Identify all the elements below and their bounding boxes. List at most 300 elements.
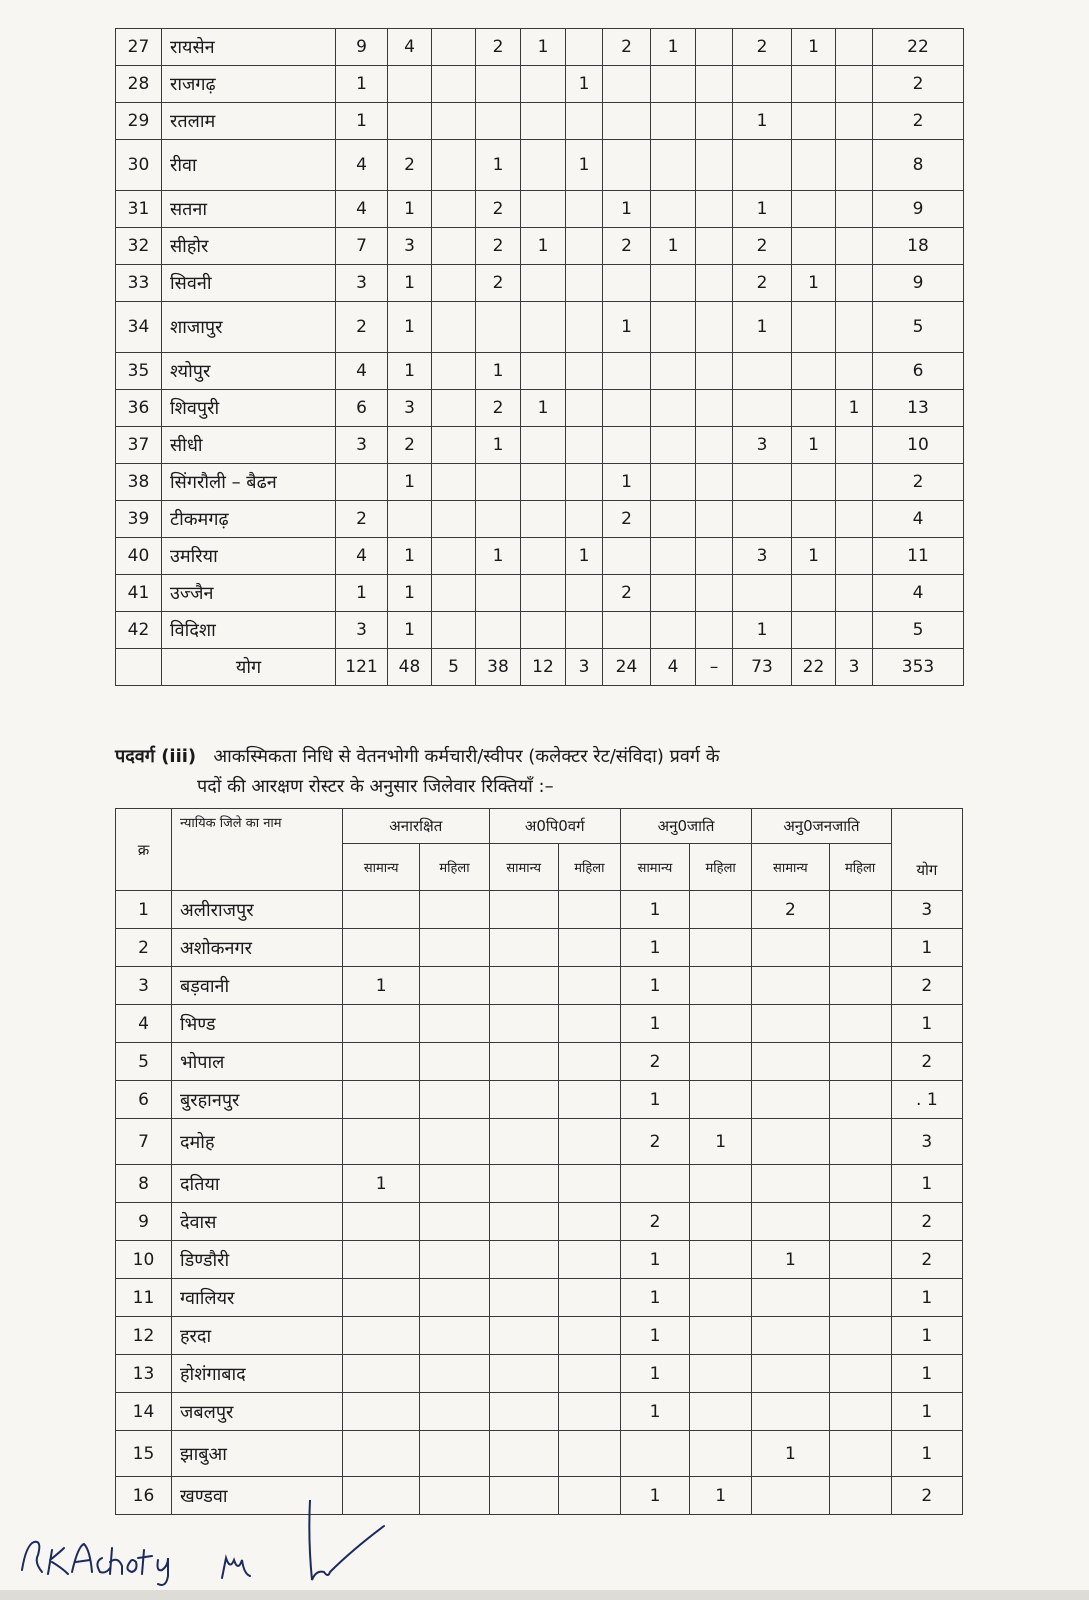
vacancy-count [432,265,476,302]
vacancy-count: 1 [521,228,566,265]
vacancy-count [733,140,792,191]
vacancy-count: 2 [891,1477,962,1515]
vacancy-count: 2 [752,891,829,929]
table-row [116,891,963,929]
table-row [116,353,964,390]
vacancy-count [489,891,558,929]
district-name: ग्वालियर [171,1279,342,1317]
district-name: झाबुआ [171,1431,342,1477]
vacancy-count: 9 [873,265,964,302]
vacancy-count: 1 [521,390,566,427]
total-count: 5 [432,649,476,686]
vacancy-count: 2 [336,302,388,353]
vacancy-count [651,191,696,228]
vacancy-count [829,1431,891,1477]
vacancy-count [792,140,836,191]
vacancy-count: 2 [388,140,432,191]
vacancy-count [489,1165,558,1203]
table-2-body [116,891,963,1515]
vacancy-count [836,29,873,66]
vacancy-count [733,501,792,538]
vacancy-count: 1 [603,302,651,353]
district-name: सिंगरौली – बैढन [162,464,336,501]
vacancy-count [558,1005,620,1043]
district-name: सीहोर [162,228,336,265]
vacancy-count: 2 [603,501,651,538]
vacancy-count [388,66,432,103]
vacancy-count [651,538,696,575]
vacancy-count [829,1005,891,1043]
vacancy-count [489,1081,558,1119]
vacancy-count: 1 [388,302,432,353]
vacancy-count: 7 [336,228,388,265]
vacancy-count [651,103,696,140]
vacancy-count: 1 [752,1431,829,1477]
vacancy-count [651,265,696,302]
vacancy-count [343,1431,420,1477]
vacancy-count [733,66,792,103]
vacancy-count [690,1317,752,1355]
vacancy-count [343,929,420,967]
vacancy-count: 5 [873,612,964,649]
vacancy-count [558,1431,620,1477]
vacancy-count [420,1241,489,1279]
vacancy-count: 1 [891,929,962,967]
vacancy-count: 1 [620,1279,689,1317]
vacancy-count [432,191,476,228]
vacancy-count [343,1317,420,1355]
header-index: क्र [116,809,172,891]
vacancy-count [836,575,873,612]
vacancy-count: . 1 [891,1081,962,1119]
table-row [116,265,964,302]
row-number: 41 [116,575,162,612]
vacancy-count [432,427,476,464]
table-row [116,1241,963,1279]
heading-line-2: पदों की आरक्षण रोस्टर के अनुसार जिलेवार रिक्तियाँ :– [197,776,554,797]
vacancy-count: 1 [620,891,689,929]
table-row [116,427,964,464]
table-row [116,1279,963,1317]
vacancy-count [836,464,873,501]
vacancy-count [343,1393,420,1431]
vacancy-count: 1 [566,538,603,575]
vacancy-count: 1 [891,1005,962,1043]
vacancy-count: 1 [620,1477,689,1515]
vacancy-count [476,612,521,649]
vacancy-count: 2 [733,29,792,66]
vacancy-count [336,464,388,501]
vacancy-count [651,353,696,390]
vacancy-count [752,1355,829,1393]
vacancy-count: 1 [388,353,432,390]
vacancy-count: 1 [891,1165,962,1203]
header-general: सामान्य [343,844,420,891]
vacancy-count [792,228,836,265]
vacancy-count: 4 [873,501,964,538]
vacancy-count [420,929,489,967]
row-number: 27 [116,29,162,66]
vacancy-count: 1 [891,1393,962,1431]
vacancy-count [752,1005,829,1043]
table-row [116,1043,963,1081]
vacancy-count [489,929,558,967]
vacancy-count [603,140,651,191]
vacancy-count [696,612,733,649]
vacancy-count [521,612,566,649]
vacancy-count [690,1431,752,1477]
vacancy-count: 9 [873,191,964,228]
vacancy-count [420,967,489,1005]
vacancy-count [752,1165,829,1203]
vacancy-count: 1 [566,140,603,191]
vacancy-count: 1 [690,1119,752,1165]
row-number: 40 [116,538,162,575]
vacancy-count: 1 [891,1431,962,1477]
vacancy-count: 1 [651,29,696,66]
vacancy-count [558,967,620,1005]
vacancy-count [696,228,733,265]
vacancy-count [432,390,476,427]
district-name: श्योपुर [162,353,336,390]
vacancy-count [420,1203,489,1241]
vacancy-count [651,612,696,649]
vacancy-count [752,1393,829,1431]
vacancy-count: 9 [336,29,388,66]
header-group-obc: अ0पि0वर्ग [489,809,620,844]
vacancy-count [651,66,696,103]
vacancy-count [432,612,476,649]
table-2-header [116,809,963,891]
vacancy-count: 1 [476,353,521,390]
vacancy-count: 3 [891,891,962,929]
vacancy-count [420,891,489,929]
section-heading [115,742,975,802]
vacancy-count [752,1477,829,1515]
vacancy-count [733,464,792,501]
table-row [116,140,964,191]
district-name: खण्डवा [171,1477,342,1515]
vacancy-count [521,140,566,191]
vacancy-count: 2 [476,29,521,66]
vacancy-count [566,427,603,464]
vacancy-count: 1 [620,1241,689,1279]
vacancy-count [603,390,651,427]
vacancy-count [651,427,696,464]
vacancy-count [521,66,566,103]
vacancy-count [432,501,476,538]
vacancy-count [603,612,651,649]
vacancy-count [432,302,476,353]
vacancy-count [558,1119,620,1165]
district-name: शाजापुर [162,302,336,353]
district-name: भिण्ड [171,1005,342,1043]
vacancy-count [420,1165,489,1203]
vacancy-count [420,1119,489,1165]
table-row [116,1005,963,1043]
vacancy-count [558,1317,620,1355]
vacancy-count [836,103,873,140]
vacancy-count [696,427,733,464]
vacancy-count [521,427,566,464]
vacancy-count [752,1043,829,1081]
vacancy-count [829,1279,891,1317]
row-number: 39 [116,501,162,538]
vacancy-count: 1 [388,265,432,302]
vacancy-count: 2 [891,967,962,1005]
vacancy-count [829,1165,891,1203]
vacancy-count: 3 [336,265,388,302]
vacancy-count [690,891,752,929]
vacancy-count [343,1081,420,1119]
vacancy-count: 3 [891,1119,962,1165]
vacancy-count [489,1431,558,1477]
vacancy-count [420,1043,489,1081]
vacancy-count [476,501,521,538]
vacancy-count [836,191,873,228]
table-row [116,1393,963,1431]
vacancy-count [836,265,873,302]
vacancy-count [690,1279,752,1317]
vacancy-count [690,1081,752,1119]
vacancy-count [829,1477,891,1515]
vacancy-count: 5 [873,302,964,353]
vacancy-count: 3 [336,427,388,464]
heading-line-1: आकस्मिकता निधि से वेतनभोगी कर्मचारी/स्वीपर (कलेक्टर रेट/संविदा) प्रवर्ग के [213,746,720,767]
vacancy-count: 2 [476,228,521,265]
district-name: सतना [162,191,336,228]
vacancy-count [696,66,733,103]
header-general: सामान्य [620,844,689,891]
heading-prefix: पदवर्ग (iii) [115,746,197,767]
vacancy-count [696,265,733,302]
vacancy-count [752,929,829,967]
district-name: उमरिया [162,538,336,575]
vacancy-count: 1 [620,929,689,967]
vacancy-count [343,1203,420,1241]
vacancy-count [432,575,476,612]
vacancy-count [696,140,733,191]
row-number: 15 [116,1431,172,1477]
table-row [116,191,964,228]
vacancy-count [836,501,873,538]
vacancy-count [752,1081,829,1119]
vacancy-count: 2 [873,103,964,140]
district-name: दतिया [171,1165,342,1203]
header-female: महिला [558,844,620,891]
district-name: रीवा [162,140,336,191]
vacancy-count: 1 [336,103,388,140]
vacancy-count: 13 [873,390,964,427]
vacancy-count: 2 [873,66,964,103]
vacancy-count [696,302,733,353]
vacancy-count [651,464,696,501]
vacancy-count [521,538,566,575]
vacancy-count: 2 [620,1203,689,1241]
header-group-unreserved: अनारक्षित [343,809,490,844]
table-row [116,464,964,501]
vacancy-count [476,66,521,103]
district-name: टीकमगढ़ [162,501,336,538]
vacancy-count: 1 [733,302,792,353]
vacancy-count: 1 [752,1241,829,1279]
row-number: 38 [116,464,162,501]
table-row [116,538,964,575]
table-row [116,1355,963,1393]
vacancy-count: 1 [620,1081,689,1119]
vacancy-count [690,1393,752,1431]
vacancy-count [432,66,476,103]
district-name: सिवनी [162,265,336,302]
vacancy-count: 6 [873,353,964,390]
vacancy-count [558,891,620,929]
vacancy-count [651,501,696,538]
vacancy-count [829,1203,891,1241]
vacancy-count: 1 [336,575,388,612]
vacancy-count [558,1355,620,1393]
district-name: देवास [171,1203,342,1241]
vacancy-count [696,575,733,612]
header-group-sc: अनु0जाति [620,809,751,844]
vacancy-count: 1 [343,967,420,1005]
row-number: 29 [116,103,162,140]
vacancy-count: 3 [733,538,792,575]
vacancy-count [558,1081,620,1119]
vacancy-count: 1 [620,1317,689,1355]
vacancy-count [489,1355,558,1393]
vacancy-count [489,1241,558,1279]
vacancy-count: 2 [603,29,651,66]
row-number: 7 [116,1119,172,1165]
vacancy-count [521,575,566,612]
vacancy-count [521,103,566,140]
row-number: 1 [116,891,172,929]
district-vacancy-table-2 [115,808,963,1515]
header-female: महिला [829,844,891,891]
vacancy-count [752,1317,829,1355]
vacancy-count [603,265,651,302]
row-number: 35 [116,353,162,390]
vacancy-count [696,103,733,140]
vacancy-count [566,612,603,649]
vacancy-count [420,1279,489,1317]
district-name: बुरहानपुर [171,1081,342,1119]
total-blank [116,649,162,686]
vacancy-count: 1 [651,228,696,265]
district-name: डिण्डौरी [171,1241,342,1279]
vacancy-count: 2 [336,501,388,538]
vacancy-count [696,501,733,538]
row-number: 12 [116,1317,172,1355]
vacancy-count: 1 [388,612,432,649]
vacancy-count [521,191,566,228]
vacancy-count [603,427,651,464]
vacancy-count [558,1279,620,1317]
vacancy-count [343,1005,420,1043]
vacancy-count: 2 [603,228,651,265]
vacancy-count [420,1393,489,1431]
vacancy-count: 1 [620,1393,689,1431]
vacancy-count [836,302,873,353]
vacancy-count [566,265,603,302]
vacancy-count [343,891,420,929]
vacancy-count: 1 [792,427,836,464]
vacancy-count [432,353,476,390]
table-row [116,1431,963,1477]
vacancy-count: 1 [792,538,836,575]
vacancy-count [696,29,733,66]
table-row [116,1203,963,1241]
vacancy-count [521,265,566,302]
vacancy-count [651,302,696,353]
row-number: 8 [116,1165,172,1203]
table-row [116,390,964,427]
vacancy-count [420,1431,489,1477]
vacancy-count [420,1081,489,1119]
vacancy-count [476,302,521,353]
vacancy-count [603,103,651,140]
vacancy-count [566,191,603,228]
vacancy-count: 1 [388,575,432,612]
vacancy-count: 4 [336,140,388,191]
vacancy-count [829,1081,891,1119]
vacancy-count [836,538,873,575]
header-general: सामान्य [752,844,829,891]
vacancy-count: 1 [620,967,689,1005]
vacancy-count: 1 [836,390,873,427]
district-name: होशंगाबाद [171,1355,342,1393]
vacancy-count [521,353,566,390]
header-group-st: अनु0जनजाति [752,809,891,844]
table-1-body [116,29,964,686]
vacancy-count: 4 [388,29,432,66]
vacancy-count [489,1393,558,1431]
table-row [116,612,964,649]
row-number: 34 [116,302,162,353]
vacancy-count [690,1005,752,1043]
vacancy-count [343,1355,420,1393]
row-number: 4 [116,1005,172,1043]
vacancy-count: 1 [620,1355,689,1393]
vacancy-count [829,1043,891,1081]
vacancy-count [829,929,891,967]
vacancy-count: 1 [690,1477,752,1515]
total-count: 22 [792,649,836,686]
row-number: 28 [116,66,162,103]
handwritten-signature [12,1500,412,1590]
vacancy-count [566,103,603,140]
vacancy-count [343,1241,420,1279]
vacancy-count: 1 [792,29,836,66]
table-row [116,1119,963,1165]
vacancy-count [792,66,836,103]
vacancy-count [690,1203,752,1241]
row-number: 3 [116,967,172,1005]
vacancy-count [696,538,733,575]
vacancy-count: 3 [733,427,792,464]
table-row [116,302,964,353]
row-number: 16 [116,1477,172,1515]
row-number: 13 [116,1355,172,1393]
row-number: 32 [116,228,162,265]
vacancy-count [558,1477,620,1515]
vacancy-count [690,1043,752,1081]
vacancy-count [792,302,836,353]
district-name: सीधी [162,427,336,464]
vacancy-count: 2 [388,427,432,464]
vacancy-count [566,390,603,427]
vacancy-count [388,501,432,538]
